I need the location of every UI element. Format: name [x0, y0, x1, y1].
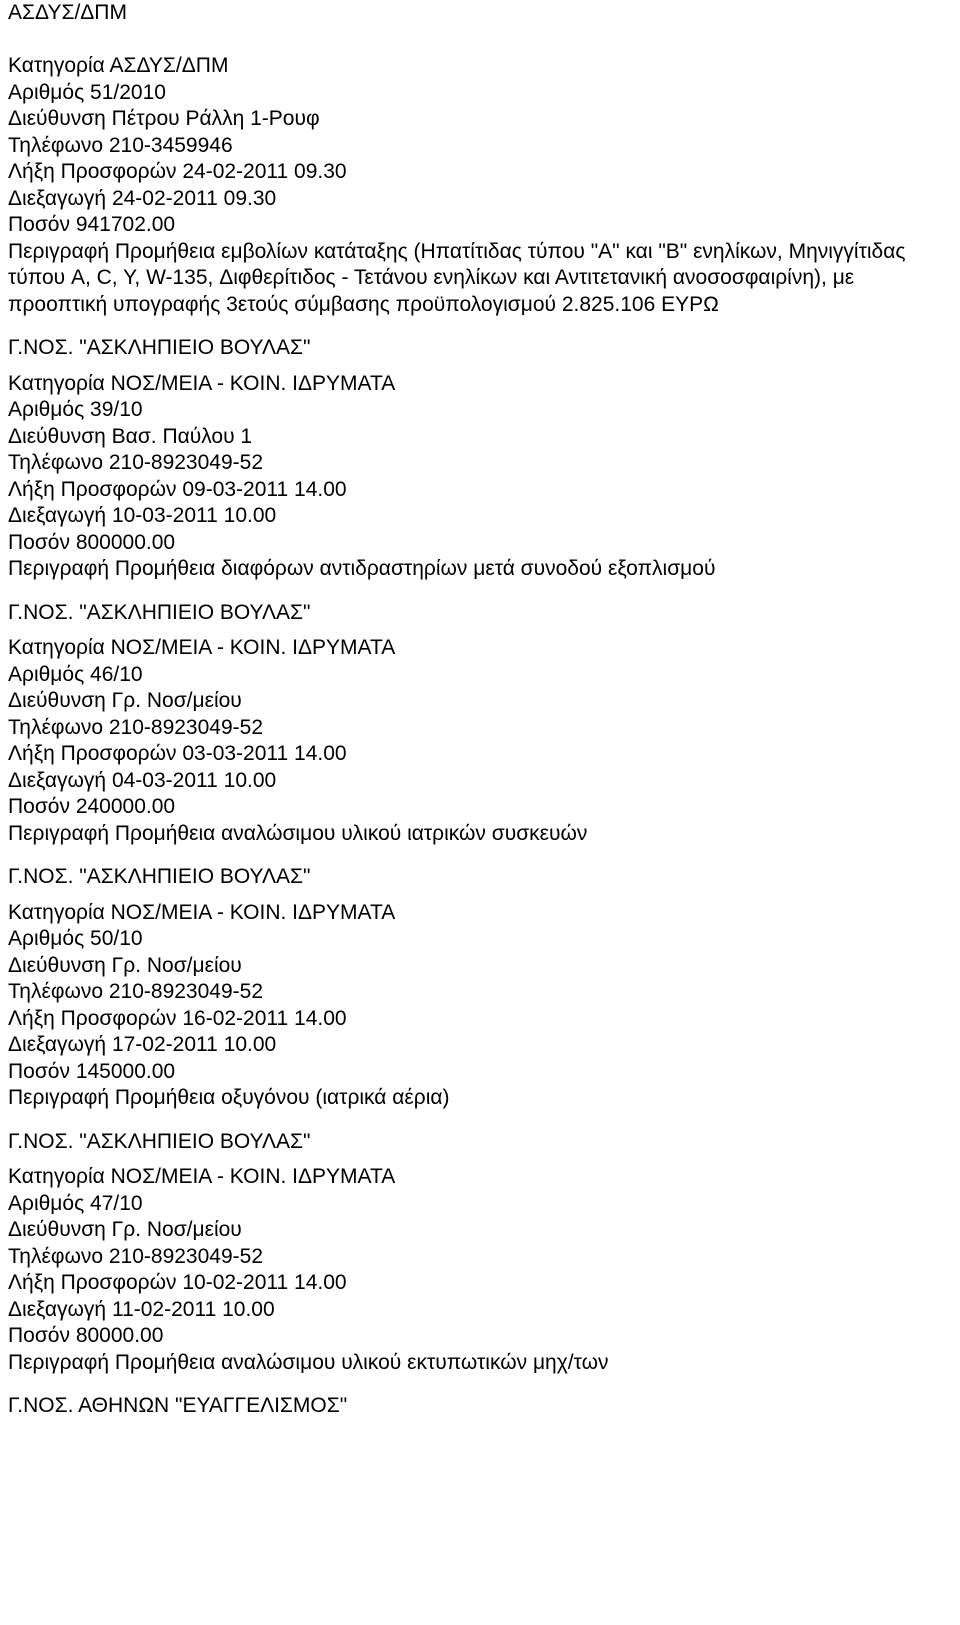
entry-category: Κατηγορία ΝΟΣ/ΜΕΙΑ - ΚΟΙΝ. ΙΔΡΥΜΑΤΑ	[8, 371, 396, 395]
entry-conduct: Διεξαγωγή 04-03-2011 10.00	[8, 768, 277, 792]
entry-number: Αριθμός 51/2010	[8, 80, 166, 104]
entry-deadline: Λήξη Προσφορών 24-02-2011 09.30	[8, 160, 347, 183]
entry-description: Περιγραφή Προμήθεια εμβολίων κατάταξης (Ηπατίτιδας τύπου "Α" και "Β" ενηλίκων, Μηνιγγίτιδας τύπου A, C, Y, W-135, Διφθερίτιδος - Τετάνου ενηλίκων και Αντιτετανική ανοσοσφαιρίνη), με προοπτική υπογραφής 3ετούς σύμβασης προϋπολογισμού 2.825.106 ΕΥΡΩ	[8, 239, 906, 316]
entry-amount: Ποσόν 80000.00	[8, 1324, 164, 1347]
entry-number: Αριθμός 50/10	[8, 927, 143, 950]
entry-conduct: Διεξαγωγή 11-02-2011 10.00	[8, 1297, 275, 1321]
entry-amount: Ποσόν 800000.00	[8, 530, 176, 554]
entry-conduct: Διεξαγωγή 10-03-2011 10.00	[8, 504, 277, 527]
top-heading: ΑΣΔΥΣ/ΔΠΜ	[8, 1, 127, 24]
entry-description: Περιγραφή Προμήθεια οξυγόνου (ιατρικά αέρια)	[8, 1086, 450, 1109]
entry-description: Περιγραφή Προμήθεια διαφόρων αντιδραστηρίων μετά συνοδού εξοπλισμού	[8, 557, 716, 580]
entry-address: Διεύθυνση Πέτρου Ράλλη 1-Ρουφ	[8, 107, 320, 130]
entry-conduct: Διεξαγωγή 24-02-2011 09.30	[8, 186, 277, 210]
hospital-heading: Γ.ΝΟΣ. "ΑΣΚΛΗΠΙΕΙΟ ΒΟΥΛΑΣ"	[8, 865, 311, 888]
entry-deadline: Λήξη Προσφορών 10-02-2011 14.00	[8, 1271, 347, 1294]
entry-number: Αριθμός 39/10	[8, 398, 143, 421]
entry-conduct: Διεξαγωγή 17-02-2011 10.00	[8, 1033, 277, 1056]
entry-phone: Τηλέφωνο 210-8923049-52	[8, 715, 263, 739]
entry-deadline: Λήξη Προσφορών 09-03-2011 14.00	[8, 477, 347, 501]
tender-entry	[8, 1164, 952, 1420]
entry-phone: Τηλέφωνο 210-8923049-52	[8, 1244, 263, 1268]
tender-entry	[8, 900, 952, 1156]
spacer	[8, 27, 952, 54]
entry-deadline: Λήξη Προσφορών 03-03-2011 14.00	[8, 742, 347, 765]
entry-address: Διεύθυνση Βασ. Παύλου 1	[8, 424, 253, 448]
hospital-heading: Γ.ΝΟΣ. "ΑΣΚΛΗΠΙΕΙΟ ΒΟΥΛΑΣ"	[8, 1129, 311, 1153]
entry-address: Διεύθυνση Γρ. Νοσ/μείου	[8, 1218, 242, 1241]
entry-phone: Τηλέφωνο 210-3459946	[8, 133, 233, 157]
entry-description: Περιγραφή Προμήθεια αναλώσιμου υλικού εκτυπωτικών μηχ/των	[8, 1350, 609, 1374]
entry-category: Κατηγορία ΝΟΣ/ΜΕΙΑ - ΚΟΙΝ. ΙΔΡΥΜΑΤΑ	[8, 900, 396, 924]
tender-entry	[8, 53, 952, 362]
tender-entry	[8, 635, 952, 891]
entry-amount: Ποσόν 145000.00	[8, 1059, 176, 1083]
entry-phone: Τηλέφωνο 210-8923049-52	[8, 980, 263, 1003]
entry-amount: Ποσόν 941702.00	[8, 213, 176, 236]
entry-amount: Ποσόν 240000.00	[8, 795, 176, 818]
entry-address: Διεύθυνση Γρ. Νοσ/μείου	[8, 689, 242, 712]
entry-category: Κατηγορία ΑΣΔΥΣ/ΔΠΜ	[8, 54, 229, 77]
hospital-heading: Γ.ΝΟΣ. "ΑΣΚΛΗΠΙΕΙΟ ΒΟΥΛΑΣ"	[8, 600, 311, 624]
entry-description: Περιγραφή Προμήθεια αναλώσιμου υλικού ιατρικών συσκευών	[8, 821, 588, 845]
entry-deadline: Λήξη Προσφορών 16-02-2011 14.00	[8, 1006, 347, 1030]
hospital-heading: Γ.ΝΟΣ. ΑΘΗΝΩΝ "ΕΥΑΓΓΕΛΙΣΜΟΣ"	[8, 1394, 348, 1417]
entry-number: Αριθμός 46/10	[8, 662, 143, 686]
entry-category: Κατηγορία ΝΟΣ/ΜΕΙΑ - ΚΟΙΝ. ΙΔΡΥΜΑΤΑ	[8, 636, 396, 659]
entry-address: Διεύθυνση Γρ. Νοσ/μείου	[8, 953, 242, 977]
entry-number: Αριθμός 47/10	[8, 1191, 143, 1215]
hospital-heading: Γ.ΝΟΣ. "ΑΣΚΛΗΠΙΕΙΟ ΒΟΥΛΑΣ"	[8, 336, 311, 359]
tender-entry	[8, 371, 952, 627]
entry-phone: Τηλέφωνο 210-8923049-52	[8, 451, 263, 474]
entry-category: Κατηγορία ΝΟΣ/ΜΕΙΑ - ΚΟΙΝ. ΙΔΡΥΜΑΤΑ	[8, 1165, 396, 1188]
